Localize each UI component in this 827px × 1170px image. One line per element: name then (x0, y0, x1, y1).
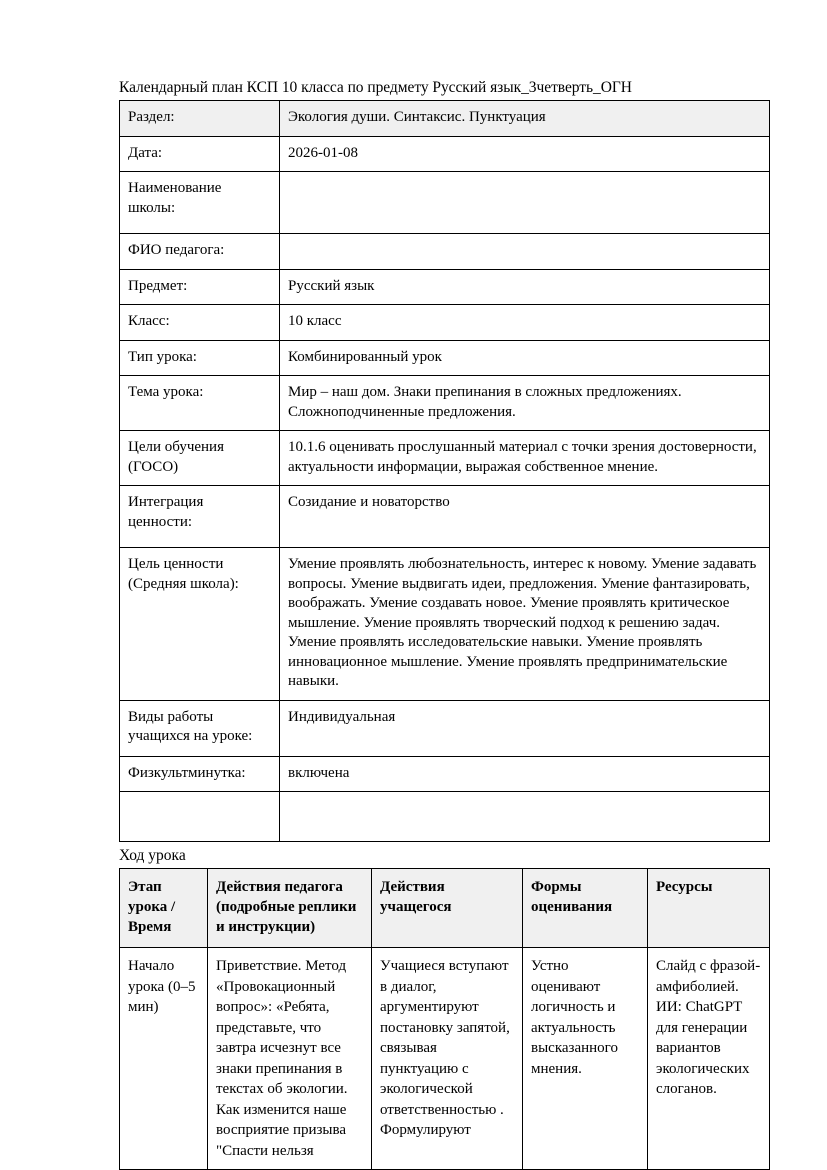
info-label: Тема урока: (120, 376, 280, 431)
info-label: Интеграция ценности: (120, 486, 280, 548)
lesson-info-table (119, 100, 770, 842)
table-header-row (120, 869, 770, 948)
info-label: ФИО педагога: (120, 234, 280, 270)
table-row (120, 548, 770, 701)
info-value: 2026-01-08 (280, 136, 770, 172)
cell-student-actions: Учащиеся вступают в диалог, аргументируют постановку запятой, связывая пунктуацию с экологической ответственностью . Формулируют (372, 948, 523, 1170)
table-row (120, 486, 770, 548)
info-value: включена (280, 756, 770, 792)
info-value: Русский язык (280, 269, 770, 305)
table-row (120, 136, 770, 172)
column-header-teacher-actions: Действия педагога (подробные реплики и инструкции) (208, 869, 372, 948)
table-row (120, 172, 770, 234)
table-row (120, 756, 770, 792)
info-label: Тип урока: (120, 340, 280, 376)
info-value: Индивидуальная (280, 700, 770, 756)
table-row (120, 305, 770, 341)
column-header-student-actions: Действия учащегося (372, 869, 523, 948)
cell-assessment-forms: Устно оценивают логичность и актуальность высказанного мнения. (523, 948, 648, 1170)
lesson-flow-header (120, 869, 770, 948)
document-page (119, 78, 769, 1170)
lesson-flow-table (119, 868, 770, 1170)
info-value (280, 172, 770, 234)
info-label: Наименование школы: (120, 172, 280, 234)
info-value (280, 234, 770, 270)
info-value (280, 792, 770, 842)
lesson-flow-body (120, 948, 770, 1170)
table-row (120, 340, 770, 376)
info-label: Физкультминутка: (120, 756, 280, 792)
column-header-stage: Этап урока / Время (120, 869, 208, 948)
cell-stage: Начало урока (0–5 мин) (120, 948, 208, 1170)
info-label: Цели обучения (ГОСО) (120, 431, 280, 486)
info-label: Раздел: (120, 101, 280, 137)
table-row (120, 948, 770, 1170)
table-row (120, 376, 770, 431)
table-row (120, 431, 770, 486)
info-value: 10.1.6 оценивать прослушанный материал с точки зрения достоверности, актуальности информации, выражая собственное мнение. (280, 431, 770, 486)
column-header-resources: Ресурсы (648, 869, 770, 948)
info-value: Комбинированный урок (280, 340, 770, 376)
column-header-assessment-forms: Формы оценивания (523, 869, 648, 948)
info-label: Цель ценности (Средняя школа): (120, 548, 280, 701)
cell-teacher-actions: Приветствие. Метод «Провокационный вопрос»: «Ребята, представьте, что завтра исчезнут все знаки препинания в текстах об экологии. Как изменится наше восприятие призыва "Спасти нельзя (208, 948, 372, 1170)
info-label: Класс: (120, 305, 280, 341)
info-label: Виды работы учащихся на уроке: (120, 700, 280, 756)
table-row-empty (120, 792, 770, 842)
cell-resources: Слайд с фразой-амфиболией. ИИ: ChatGPT для генерации вариантов экологических слоганов. (648, 948, 770, 1170)
info-value: Умение проявлять любознательность, интерес к новому. Умение задавать вопросы. Умение выдвигать идеи, предложения. Умение фантазировать, воображать. Умение создавать новое. Умение проявлять критическое мышление. Умение проявлять творческий подход к решению задач. Умение проявлять исследовательские навыки. Умение проявлять инновационное мышление. Умение проявлять предпринимательские навыки. (280, 548, 770, 701)
table-row (120, 269, 770, 305)
page-title: Календарный план КСП 10 класса по предмету Русский язык_3четверть_ОГН (119, 79, 632, 96)
table-row (120, 101, 770, 137)
info-value: Экология души. Синтаксис. Пунктуация (280, 101, 770, 137)
lesson-info-body (120, 101, 770, 842)
info-label: Предмет: (120, 269, 280, 305)
table-row (120, 234, 770, 270)
info-label: Дата: (120, 136, 280, 172)
table-row (120, 700, 770, 756)
info-label (120, 792, 280, 842)
section-caption-lesson-flow: Ход урока (119, 847, 186, 864)
info-value: Мир – наш дом. Знаки препинания в сложных предложениях. Сложноподчиненные предложения. (280, 376, 770, 431)
info-value: 10 класс (280, 305, 770, 341)
info-value: Созидание и новаторство (280, 486, 770, 548)
